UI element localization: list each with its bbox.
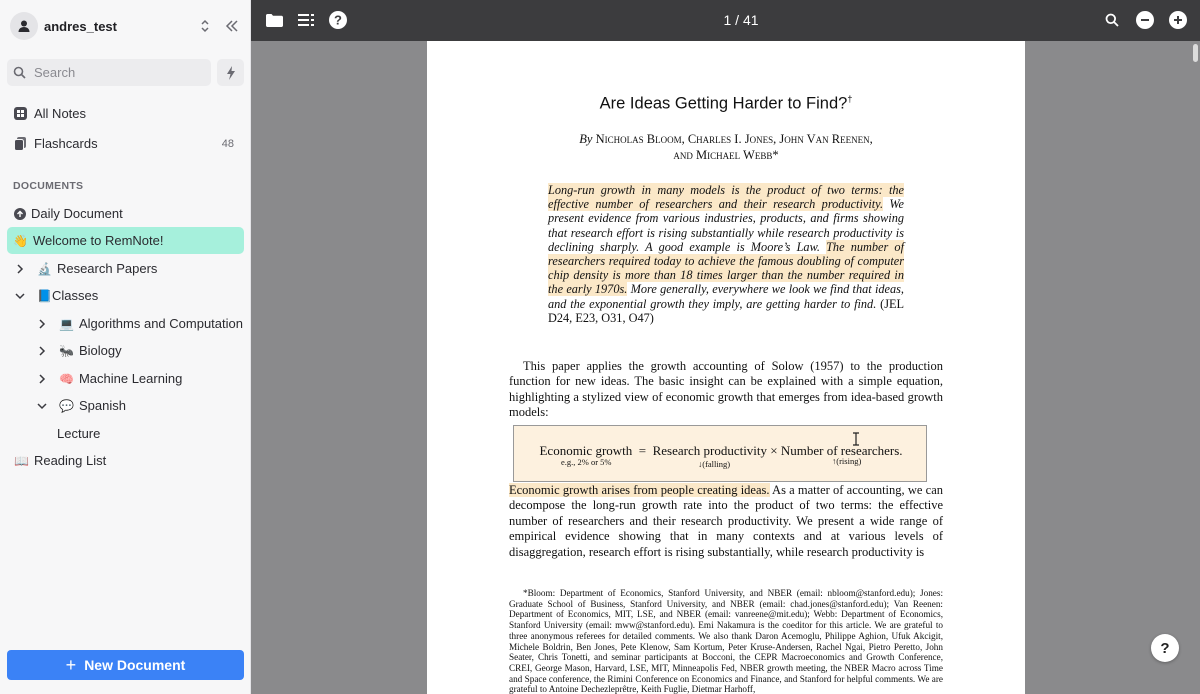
footnote: *Bloom: Department of Economics, Stanford University, and NBER (email: nbloom@stanford.edu); Jones: Graduate School of Business, Stanford University, and NBER (email: chad.jones@stanford.edu); Van Reenen: Department of Economics, MIT, LSE, and NBER (email: vanreene@mit.edu); Webb: Department of Economics, Stanford University (email: mww@stanford.edu). Emi Nakamura is the coeditor for this article. We are grateful to three anonymous referees for detailed comments. We also thank Daron Acemoglu, Philippe Aghion, Ufuk Akcigit, Michele Boldrin, Ben Jones, Pete Klenow, Sam Kortum, Peter Kruse-Andersen, Rachel Ngai, Pietro Peretto, John Seater, Chris Tonetti, and seminar participants at Bocconi, the CEPR Macroeconomics and Growth Conference, CREI, George Mason, Harvard, LSE, MIT, Minneapolis Fed, NBER growth meeting, the NBER Macro across Time and Space conference, the Rimini Conference on Economics and Finance, and Stanford for helpful comments. We are grateful to Antoine Dechezleprêtre, Keith Fuglie, Dietmar Harhoff, bbox=[509, 588, 943, 694]
doc-welcome-label: Welcome to RemNote! bbox=[32, 233, 164, 248]
current-page[interactable]: 1 bbox=[723, 12, 732, 28]
chevron-right-icon[interactable] bbox=[35, 344, 49, 358]
equation-note: ↓(falling) bbox=[698, 459, 731, 469]
documents-section-label: DOCUMENTS bbox=[13, 180, 84, 192]
chevron-right-icon[interactable] bbox=[35, 317, 49, 331]
doc-classes[interactable] bbox=[13, 282, 244, 309]
paper-abstract[interactable] bbox=[548, 183, 904, 325]
paper-authors bbox=[427, 131, 1025, 163]
brain-icon: 🧠 bbox=[59, 371, 74, 386]
paragraph-text: As a matter of accounting, we can decompose the long-run growth rate into the product of two terms: the effective number of researchers and their research productivity. We present a wide range of empirical evidence showing that in many contexts and at various levels of disaggregation, research effort is rising substantially, while research productivity is bbox=[509, 483, 943, 559]
doc-daily-document[interactable] bbox=[7, 200, 244, 227]
chevron-right-icon[interactable] bbox=[35, 372, 49, 386]
nav-all-notes[interactable] bbox=[7, 100, 244, 127]
total-pages: 41 bbox=[742, 12, 759, 28]
doc-machine-learning[interactable] bbox=[35, 365, 244, 392]
doc-algorithms[interactable] bbox=[35, 310, 244, 337]
collapse-sidebar-icon[interactable] bbox=[222, 16, 242, 36]
svg-text:?: ? bbox=[334, 12, 342, 28]
zoom-in-button[interactable] bbox=[1169, 11, 1187, 29]
authors-by: By bbox=[579, 132, 593, 146]
speech-bubble-icon: 💬 bbox=[59, 398, 74, 413]
search-placeholder: Search bbox=[34, 65, 76, 80]
authors-line-2: and Michael Webb* bbox=[673, 148, 779, 162]
upload-circle-icon bbox=[14, 208, 26, 220]
search-icon bbox=[13, 66, 26, 79]
abstract-text: We present evidence from various industries, products, and firms showing that research effort is rising substantially while research productivity is declining sharply. A good example is Moore’s Law. bbox=[548, 197, 904, 254]
grid-icon bbox=[13, 107, 27, 121]
doc-biology[interactable] bbox=[35, 337, 244, 364]
help-button[interactable]: ? bbox=[1151, 634, 1179, 662]
pdf-viewer bbox=[251, 0, 1200, 694]
pdf-toolbar bbox=[251, 0, 1200, 41]
open-book-icon: 📖 bbox=[14, 453, 29, 468]
flashcards-icon bbox=[13, 137, 27, 151]
text-cursor-icon bbox=[851, 432, 861, 446]
account-switcher[interactable] bbox=[10, 12, 242, 40]
doc-lecture-label: Lecture bbox=[57, 426, 101, 441]
paragraph[interactable]: This paper applies the growth accounting of Solow (1957) to the production function for new ideas. The basic insight can be explained with a simple equation, highlighting a stylized view of economic growth that emerges from idea-based growth models: bbox=[509, 359, 943, 420]
plus-icon: + bbox=[65, 654, 77, 675]
equation-note: e.g., 2% or 5% bbox=[561, 457, 612, 467]
page-separator: / bbox=[735, 12, 740, 28]
flashcards-count: 48 bbox=[221, 137, 234, 150]
lightning-icon bbox=[226, 66, 236, 80]
paragraph[interactable] bbox=[509, 483, 943, 560]
abstract-text: More generally, everywhere we look we find that ideas, and the exponential growth they imply, are getting harder to find. bbox=[548, 282, 904, 311]
paper-title bbox=[427, 94, 1025, 114]
doc-research-papers[interactable] bbox=[13, 255, 244, 282]
doc-reading-label: Reading List bbox=[33, 453, 107, 468]
paper-title-text: Are Ideas Getting Harder to Find? bbox=[599, 94, 848, 113]
book-icon: 📘 bbox=[37, 288, 52, 303]
zoom-out-button[interactable] bbox=[1136, 11, 1154, 29]
authors-line-1: Nicholas Bloom, Charles I. Jones, John Van Reenen, bbox=[595, 132, 873, 146]
wave-icon: 👋 bbox=[13, 233, 28, 248]
jel-codes: (JEL D24, E23, O31, O47) bbox=[548, 296, 905, 325]
highlight[interactable]: Economic growth arises from people creating ideas. bbox=[509, 483, 770, 497]
doc-welcome[interactable] bbox=[7, 227, 244, 254]
microscope-icon: 🔬 bbox=[37, 261, 52, 276]
doc-biology-label: Biology bbox=[78, 343, 122, 358]
minus-icon bbox=[1140, 15, 1150, 25]
scrollbar-thumb[interactable] bbox=[1193, 44, 1198, 62]
avatar[interactable] bbox=[10, 12, 38, 40]
doc-classes-label: Classes bbox=[51, 288, 99, 303]
doc-ml-label: Machine Learning bbox=[78, 371, 183, 386]
doc-spanish[interactable] bbox=[35, 392, 244, 419]
equation-box[interactable] bbox=[513, 425, 927, 482]
sidebar bbox=[0, 0, 251, 694]
doc-reading-list[interactable] bbox=[7, 447, 244, 474]
page-indicator bbox=[251, 12, 1200, 28]
chevron-down-icon[interactable] bbox=[13, 289, 27, 303]
new-document-button[interactable] bbox=[7, 650, 244, 680]
doc-algorithms-label: Algorithms and Computation bbox=[78, 316, 243, 331]
doc-research-label: Research Papers bbox=[56, 261, 158, 276]
highlight[interactable]: The number of researchers required today to achieve the famous doubling of computer chip density is more than 18 times larger than the number required in the early 1970s. bbox=[548, 239, 904, 297]
ant-icon: 🐜 bbox=[59, 343, 74, 358]
username: andres_test bbox=[44, 18, 117, 34]
title-footnote-mark: † bbox=[847, 94, 853, 104]
doc-lecture[interactable] bbox=[57, 420, 244, 447]
laptop-icon: 💻 bbox=[59, 316, 74, 331]
highlight[interactable]: Long-run growth in many models is the product of two terms: the effective number of researchers and their research productivity. bbox=[548, 183, 904, 212]
chevron-up-down-icon[interactable] bbox=[196, 15, 214, 37]
doc-spanish-label: Spanish bbox=[78, 398, 126, 413]
nav-all-notes-label: All Notes bbox=[34, 106, 87, 121]
chevron-down-icon[interactable] bbox=[35, 399, 49, 413]
nav-flashcards-label: Flashcards bbox=[34, 136, 98, 151]
search-input[interactable] bbox=[7, 59, 211, 86]
nav-flashcards[interactable] bbox=[7, 130, 244, 157]
user-icon bbox=[17, 19, 31, 33]
search-icon[interactable] bbox=[1102, 10, 1122, 30]
new-document-label: New Document bbox=[84, 657, 186, 673]
plus-icon bbox=[1173, 15, 1183, 25]
equation-text: Economic growth = Research productivity × Number of researchers. bbox=[539, 443, 903, 458]
doc-daily-label: Daily Document bbox=[31, 206, 123, 221]
equation-note: ↑(rising) bbox=[832, 456, 862, 466]
pdf-page bbox=[427, 41, 1025, 694]
quick-action-button[interactable] bbox=[217, 59, 244, 86]
chevron-right-icon[interactable] bbox=[13, 262, 27, 276]
